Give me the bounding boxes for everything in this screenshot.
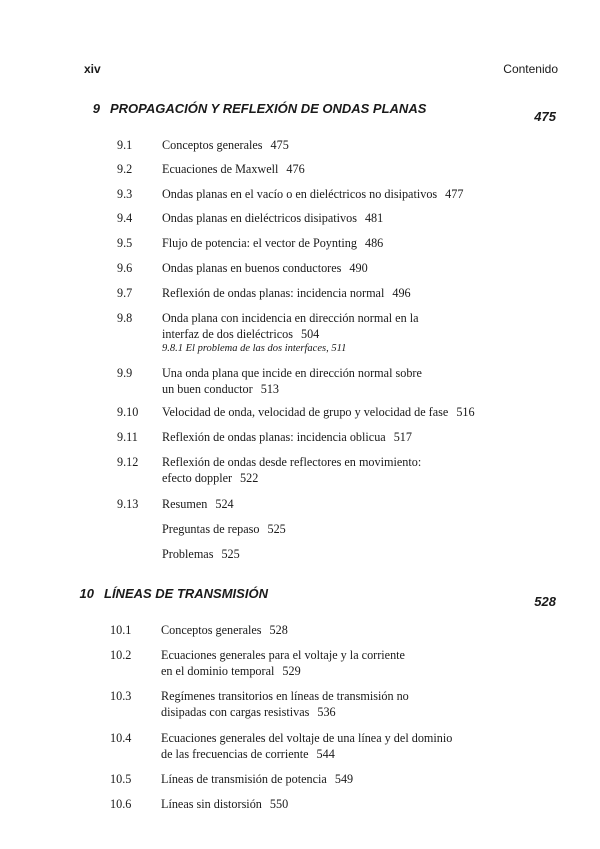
section-title (161, 796, 288, 812)
section-page: 490 (349, 261, 368, 275)
section-title-line: Conceptos generales (161, 623, 262, 637)
section-number: 9.4 (117, 211, 133, 225)
section-page: 524 (215, 497, 234, 511)
chapter-title: PROPAGACIÓN Y REFLEXIÓN DE ONDAS PLANAS (110, 101, 427, 116)
chapter-number: 10 (79, 586, 94, 601)
section-number: 10.6 (110, 797, 132, 811)
section-number: 10.4 (110, 731, 132, 745)
section-title-line: Reflexión de ondas planas: incidencia normal (162, 286, 385, 300)
section-page: 549 (334, 772, 354, 786)
running-header: Contenido (503, 62, 558, 76)
section-title (162, 454, 421, 486)
section-page: 517 (393, 430, 412, 444)
section-title (162, 235, 383, 251)
section-title-line: Problemas (162, 547, 214, 561)
section-page: 522 (240, 471, 259, 485)
section-number: 10.5 (110, 772, 132, 786)
section-title (162, 260, 368, 276)
section-number: 9.11 (117, 430, 138, 444)
section-number: 9.8 (117, 311, 133, 325)
section-title (162, 310, 419, 356)
section-title (162, 285, 411, 301)
section-title (162, 546, 240, 562)
section-number: 9.13 (117, 497, 139, 511)
section-title-line: Ondas planas en dieléctricos disipativos (162, 211, 357, 225)
section-title-line: Ondas planas en el vacío o en dieléctricos no disipativos (162, 187, 438, 201)
section-title-line: Ecuaciones de Maxwell (162, 162, 279, 176)
section-number: 10.1 (110, 623, 132, 637)
section-title (162, 496, 234, 512)
section-title-line: Ecuaciones generales del voltaje de una línea y del dominio (161, 731, 453, 745)
section-title-line: Velocidad de onda, velocidad de grupo y velocidad de fase (162, 405, 449, 419)
section-number: 9.7 (117, 286, 133, 300)
section-title (162, 186, 463, 202)
section-number: 9.1 (117, 138, 133, 152)
section-number: 9.10 (117, 405, 139, 419)
section-title-line: Líneas de transmisión de potencia (161, 772, 327, 786)
chapter-number: 9 (92, 101, 100, 116)
section-title (161, 688, 409, 720)
section-page: 516 (456, 405, 475, 419)
section-page: 475 (270, 138, 289, 152)
section-page: 476 (286, 162, 305, 176)
section-title-line: Reflexión de ondas desde reflectores en movimiento: (162, 455, 422, 469)
section-page: 504 (300, 327, 320, 341)
section-page: 525 (221, 547, 240, 561)
section-page: 544 (316, 747, 335, 761)
section-number: 10.3 (110, 689, 132, 703)
section-title-line: Una onda plana que incide en dirección normal sobre (162, 366, 422, 380)
section-title (162, 429, 412, 445)
section-title-line: disipadas con cargas resistivas (161, 705, 310, 719)
section-page: 536 (317, 705, 336, 719)
section-title (161, 730, 452, 762)
section-title (162, 521, 286, 537)
section-number: 9.6 (117, 261, 133, 275)
section-title-line: Preguntas de repaso (162, 522, 260, 536)
section-title-line: de las frecuencias de corriente (161, 747, 309, 761)
section-page: 550 (269, 797, 289, 811)
section-title-line: un buen conductor (162, 382, 253, 396)
subsection-title: 9.8.1 El problema de las dos interfaces, (162, 343, 332, 354)
section-page: 477 (445, 187, 464, 201)
section-title-line: Onda plana con incidencia en dirección normal en la (162, 311, 419, 325)
section-number: 9.9 (117, 366, 133, 380)
section-title-line: Líneas sin distorsión (161, 797, 262, 811)
section-title-line: Resumen (162, 497, 208, 511)
section-number: 9.5 (117, 236, 133, 250)
page-number: xiv (84, 62, 101, 76)
section-title-line: Flujo de potencia: el vector de Poynting (162, 236, 357, 250)
section-title (161, 647, 405, 679)
section-title-line: efecto doppler (162, 471, 233, 485)
subsection-page: 511 (331, 343, 347, 354)
section-title (162, 210, 383, 226)
chapter-title: LÍNEAS DE TRANSMISIÓN (104, 586, 268, 601)
section-title (162, 161, 305, 177)
section-page: 481 (364, 211, 384, 225)
section-number: 10.2 (110, 648, 132, 662)
section-title (161, 622, 288, 638)
chapter-page: 475 (534, 109, 556, 124)
section-page: 525 (267, 522, 286, 536)
subsection-entry (162, 342, 419, 356)
section-title-line: interfaz de dos dieléctricos (162, 327, 293, 341)
section-number: 9.3 (117, 187, 133, 201)
section-title-line: Conceptos generales (162, 138, 263, 152)
section-page: 529 (282, 664, 301, 678)
section-title-line: Ondas planas en buenos conductores (162, 261, 342, 275)
section-title-line: Regímenes transitorios en líneas de transmisión no (161, 689, 409, 703)
chapter-page: 528 (534, 594, 556, 609)
section-page: 496 (392, 286, 411, 300)
section-title-line: Reflexión de ondas planas: incidencia oblicua (162, 430, 386, 444)
section-page: 528 (269, 623, 288, 637)
section-number: 9.12 (117, 455, 139, 469)
section-title (161, 771, 353, 787)
section-title (162, 404, 475, 420)
section-title (162, 365, 422, 397)
section-title (162, 137, 289, 153)
section-title-line: en el dominio temporal (161, 664, 275, 678)
section-page: 513 (260, 382, 279, 396)
section-number: 9.2 (117, 162, 133, 176)
section-page: 486 (364, 236, 384, 250)
section-title-line: Ecuaciones generales para el voltaje y la corriente (161, 648, 405, 662)
